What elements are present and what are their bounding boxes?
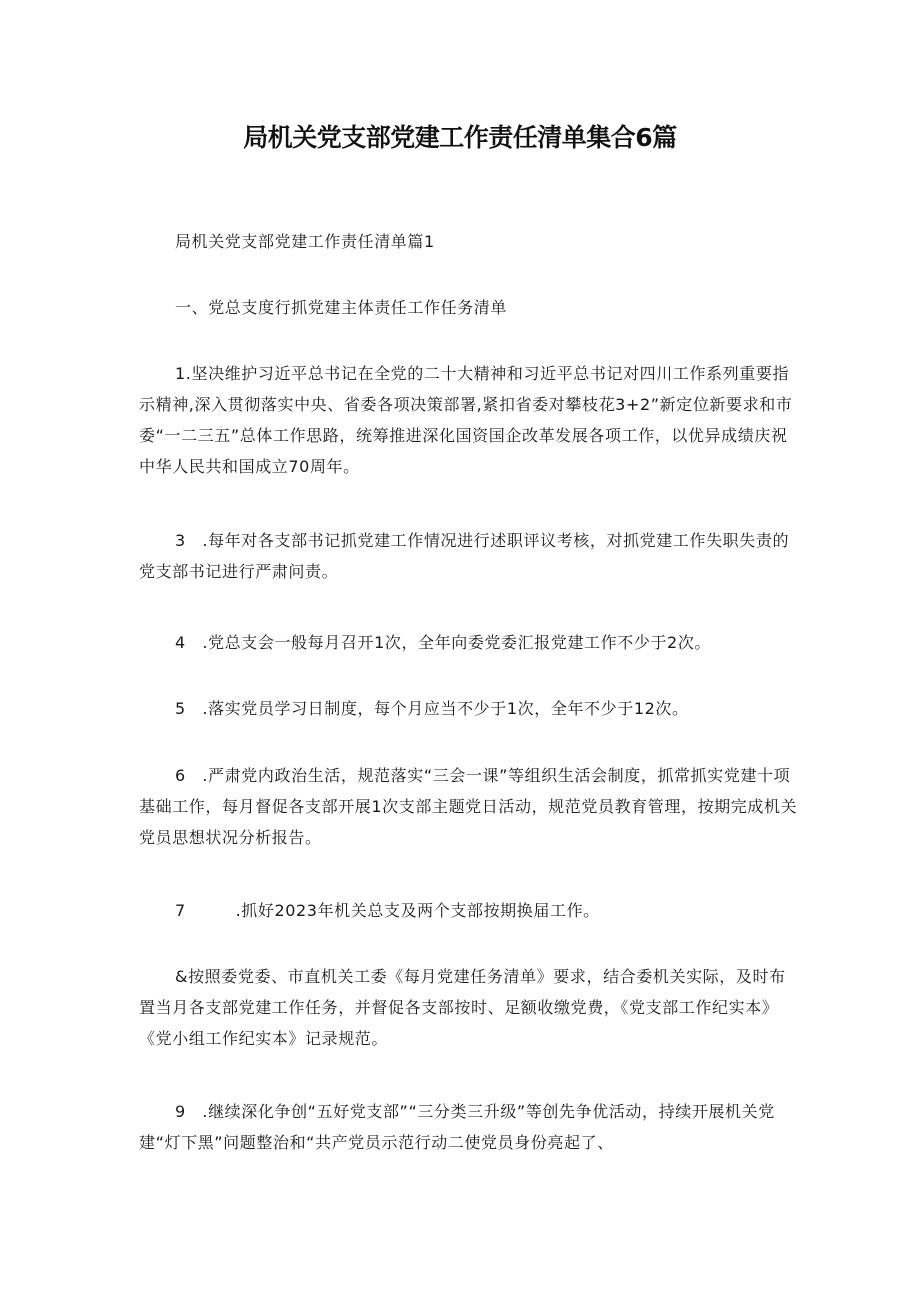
list-item-8: &按照委党委、市直机关工委《每月党建任务清单》要求，结合委机关实际，及时布置当月各支部党建工作任务，并督促各支部按时、足额收缴党费，《党支部工作纪实本》《党小组工作纪实本》记录规范。 xyxy=(139,967,786,1048)
list-item-1: 1.坚决维护习近平总书记在全党的二十大精神和习近平总书记对四川工作系列重要指示精神,深入贯彻落实中央、省委各项决策部署,紧扣省委对攀枝花3+2”新定位新要求和市委“一二三五”总体工作思路，统筹推进深化国资国企改革发展各项工作，以优异成绩庆祝中华人民共和国成立70周年。 xyxy=(139,364,793,476)
list-item-7: 7 .抓好2023年机关总支及两个支部按期换届工作。 xyxy=(175,901,600,920)
section-heading: 一、党总支度行抓党建主体责任工作任务清单 xyxy=(175,298,508,317)
list-item-4: 4 .党总支会一般每月召开1次，全年向委党委汇报党建工作不少于2次。 xyxy=(175,633,712,652)
list-item-3: 3 .每年对各支部书记抓党建工作情况进行述职评议考核，对抓党建工作失职失责的党支部书记进行严肃问责。 xyxy=(139,531,790,581)
document-title: 局机关党支部党建工作责任清单集合6篇 xyxy=(243,123,677,152)
list-item-5: 5 .落实党员学习日制度，每个月应当不少于1次，全年不少于12次。 xyxy=(175,699,689,718)
section-subtitle: 局机关党支部党建工作责任清单篇1 xyxy=(175,232,435,251)
list-item-9: 9 .继续深化争创“五好党支部”“三分类三升级”等创先争优活动，持续开展机关党建“灯下黑”问题整治和“共产党员示范行动二使党员身份亮起了、 xyxy=(139,1102,775,1152)
list-item-6: 6 .严肃党内政治生活，规范落实“三会一课”等组织生活会制度，抓常抓实党建十项基础工作，每月督促各支部开展1次支部主题党日活动，规范党员教育管理，按期完成机关党员思想状况分析报告。 xyxy=(139,766,798,847)
